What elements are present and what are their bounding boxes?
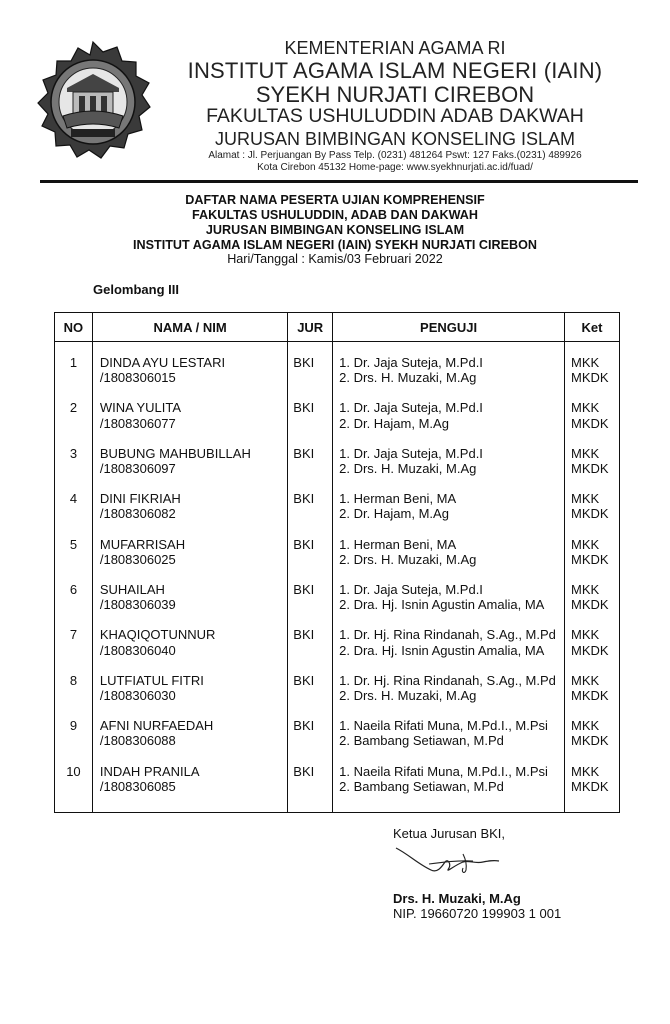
participant-nim: /1808306077: [99, 415, 176, 431]
header-nama-nim: NAMA / NIM: [92, 313, 287, 342]
cell-ket: [565, 718, 620, 763]
cell-ket: [565, 355, 620, 400]
table-row: [55, 537, 620, 582]
cell-ket: [565, 673, 620, 718]
cell-ket: [565, 491, 620, 536]
department-code: BKI: [293, 491, 315, 507]
examiner-1: 1. Dr. Hj. Rina Rindanah, S.Ag., M.Pd: [339, 627, 556, 643]
examiner-1: 1. Herman Beni, MA: [339, 536, 457, 552]
remark-1: MKK: [571, 718, 600, 734]
participant-name: KHAQIQOTUNNUR: [99, 627, 216, 643]
participant-nim: /1808306015: [99, 370, 176, 386]
doc-title-line-2: FAKULTAS USHULUDDIN, ADAB DAN DAKWAH: [192, 208, 478, 222]
examiner-2: 2. Bambang Setiawan, M.Pd: [339, 778, 504, 794]
examiner-1: 1. Dr. Jaja Suteja, M.Pd.I: [339, 400, 483, 416]
participant-nim: /1808306025: [99, 551, 176, 567]
cell-jur: [288, 400, 333, 445]
row-number: 6: [69, 581, 78, 597]
signer-name: Drs. H. Muzaki, M.Ag: [393, 891, 521, 906]
institute-subname: SYEKH NURJATI CIREBON: [255, 82, 535, 107]
cell-no: [55, 627, 93, 672]
table-row: [55, 627, 620, 672]
cell-nama: [92, 627, 287, 672]
cell-no: [55, 537, 93, 582]
cell-no: [55, 446, 93, 491]
cell-peng: [333, 718, 565, 763]
participant-nim: /1808306030: [99, 688, 176, 704]
cell-no: [55, 582, 93, 627]
table-header-row: [55, 313, 620, 342]
participant-name: SUHAILAH: [99, 581, 165, 597]
table-row: [55, 400, 620, 445]
department-code: BKI: [293, 672, 315, 688]
cell-jur: [288, 627, 333, 672]
table-row: [55, 718, 620, 763]
cell-nama: [92, 537, 287, 582]
department-name: JURUSAN BIMBINGAN KONSELING ISLAM: [214, 129, 576, 149]
remark-1: MKK: [571, 400, 600, 416]
participant-name: DINI FIKRIAH: [99, 491, 181, 507]
cell-nama: [92, 446, 287, 491]
remark-1: MKK: [571, 581, 600, 597]
participant-name: INDAH PRANILA: [99, 763, 200, 779]
cell-nama: [92, 764, 287, 813]
examiner-2: 2. Dr. Hajam, M.Ag: [339, 506, 449, 522]
remark-2: MKDK: [571, 778, 609, 794]
cell-ket: [565, 764, 620, 813]
cell-peng: [333, 446, 565, 491]
address-line-2: Kota Cirebon 45132 Home-page: www.syekhnurjati.ac.id/fuad/: [257, 162, 533, 173]
participant-nim: /1808306039: [99, 597, 176, 613]
examiner-1: 1. Dr. Hj. Rina Rindanah, S.Ag., M.Pd: [339, 672, 556, 688]
remark-1: MKK: [571, 672, 600, 688]
cell-peng: [333, 355, 565, 400]
cell-jur: [288, 764, 333, 813]
cell-jur: [288, 491, 333, 536]
cell-ket: [565, 627, 620, 672]
cell-peng: [333, 491, 565, 536]
participant-nim: /1808306040: [99, 642, 176, 658]
header-no: NO: [55, 313, 93, 342]
examiner-2: 2. Dra. Hj. Isnin Agustin Amalia, MA: [339, 597, 545, 613]
row-number: 1: [69, 355, 78, 370]
participant-nim: /1808306082: [99, 506, 176, 522]
department-code: BKI: [293, 718, 315, 734]
signature-title: Ketua Jurusan BKI,: [393, 826, 506, 841]
cell-nama: [92, 355, 287, 400]
remark-1: MKK: [571, 627, 600, 643]
examiner-1: 1. Dr. Jaja Suteja, M.Pd.I: [339, 581, 483, 597]
examiner-2: 2. Drs. H. Muzaki, M.Ag: [339, 688, 477, 704]
ministry-name: KEMENTERIAN AGAMA RI: [284, 38, 506, 58]
remark-2: MKDK: [571, 506, 609, 522]
examiner-1: 1. Herman Beni, MA: [339, 491, 457, 507]
signer-nip: NIP. 19660720 199903 1 001: [393, 906, 562, 921]
wave-label: Gelombang III: [93, 282, 179, 297]
remark-2: MKDK: [571, 597, 609, 613]
cell-jur: [288, 446, 333, 491]
table-row: [55, 491, 620, 536]
header-penguji: PENGUJI: [333, 313, 565, 342]
remark-2: MKDK: [571, 370, 609, 386]
examiner-1: 1. Dr. Jaja Suteja, M.Pd.I: [339, 445, 483, 461]
examiner-2: 2. Dra. Hj. Isnin Agustin Amalia, MA: [339, 642, 545, 658]
department-code: BKI: [293, 581, 315, 597]
table-row: [55, 582, 620, 627]
cell-jur: [288, 718, 333, 763]
remark-2: MKDK: [571, 551, 609, 567]
cell-peng: [333, 582, 565, 627]
row-number: 8: [69, 672, 78, 688]
table-row: [55, 446, 620, 491]
cell-nama: [92, 718, 287, 763]
examiner-1: 1. Naeila Rifati Muna, M.Pd.I., M.Psi: [339, 718, 548, 734]
header-ket: Ket: [565, 313, 620, 342]
faculty-name: FAKULTAS USHULUDDIN ADAB DAKWAH: [206, 105, 584, 127]
table-row: [55, 764, 620, 813]
doc-title-line-4: INSTITUT AGAMA ISLAM NEGERI (IAIN) SYEKH NURJATI CIREBON: [133, 238, 537, 252]
exam-date: Hari/Tanggal : Kamis/03 Februari 2022: [227, 252, 443, 266]
remark-2: MKDK: [571, 415, 609, 431]
examiner-2: 2. Drs. H. Muzaki, M.Ag: [339, 551, 477, 567]
remark-2: MKDK: [571, 688, 609, 704]
cell-peng: [333, 537, 565, 582]
remark-1: MKK: [571, 491, 600, 507]
cell-jur: [288, 537, 333, 582]
participant-name: WINA YULITA: [99, 400, 182, 416]
doc-title-line-1: DAFTAR NAMA PESERTA UJIAN KOMPREHENSIF: [185, 193, 485, 207]
cell-ket: [565, 537, 620, 582]
examiner-2: 2. Dr. Hajam, M.Ag: [339, 415, 449, 431]
cell-no: [55, 718, 93, 763]
row-number: 4: [69, 491, 78, 507]
department-code: BKI: [293, 445, 315, 461]
cell-peng: [333, 627, 565, 672]
department-code: BKI: [293, 627, 315, 643]
remark-1: MKK: [571, 763, 600, 779]
examiner-2: 2. Bambang Setiawan, M.Pd: [339, 733, 504, 749]
cell-jur: [288, 673, 333, 718]
department-code: BKI: [293, 536, 315, 552]
remark-2: MKDK: [571, 733, 609, 749]
examiner-1: 1. Naeila Rifati Muna, M.Pd.I., M.Psi: [339, 763, 548, 779]
cell-nama: [92, 491, 287, 536]
cell-jur: [288, 355, 333, 400]
participant-name: BUBUNG MAHBUBILLAH: [99, 445, 251, 461]
participant-nim: /1808306097: [99, 461, 176, 477]
remark-1: MKK: [571, 355, 600, 370]
table-spacer-row: [55, 342, 620, 356]
examiner-2: 2. Drs. H. Muzaki, M.Ag: [339, 370, 477, 386]
row-number: 9: [69, 718, 78, 734]
department-code: BKI: [293, 355, 315, 370]
department-code: BKI: [293, 400, 315, 416]
doc-title-line-3: JURUSAN BIMBINGAN KONSELING ISLAM: [205, 223, 465, 237]
institution-logo: [33, 40, 153, 165]
cell-no: [55, 491, 93, 536]
cell-no: [55, 673, 93, 718]
remark-1: MKK: [571, 536, 600, 552]
cell-ket: [565, 400, 620, 445]
row-number: 7: [69, 627, 78, 643]
cell-no: [55, 355, 93, 400]
examiner-2: 2. Drs. H. Muzaki, M.Ag: [339, 461, 477, 477]
handwritten-signature: [393, 840, 503, 885]
header-jur: JUR: [288, 313, 333, 342]
participant-name: MUFARRISAH: [99, 536, 186, 552]
cell-peng: [333, 764, 565, 813]
remark-1: MKK: [571, 445, 600, 461]
table-row: [55, 673, 620, 718]
participant-nim: /1808306085: [99, 778, 176, 794]
cell-ket: [565, 582, 620, 627]
row-number: 5: [69, 536, 78, 552]
participant-name: AFNI NURFAEDAH: [99, 718, 214, 734]
cell-nama: [92, 400, 287, 445]
cell-no: [55, 764, 93, 813]
cell-nama: [92, 673, 287, 718]
participant-name: DINDA AYU LESTARI: [99, 355, 226, 370]
cell-nama: [92, 582, 287, 627]
institute-name: INSTITUT AGAMA ISLAM NEGERI (IAIN): [187, 58, 603, 83]
remark-2: MKDK: [571, 642, 609, 658]
cell-peng: [333, 400, 565, 445]
address-line-1: Alamat : Jl. Perjuangan By Pass Telp. (0231) 481264 Pswt: 127 Faks.(0231) 489926: [208, 150, 582, 161]
participant-nim: /1808306088: [99, 733, 176, 749]
cell-peng: [333, 673, 565, 718]
participants-table: [54, 312, 620, 813]
department-code: BKI: [293, 763, 315, 779]
participant-name: LUTFIATUL FITRI: [99, 672, 204, 688]
table-row: [55, 355, 620, 400]
cell-ket: [565, 446, 620, 491]
cell-no: [55, 400, 93, 445]
row-number: 2: [69, 400, 78, 416]
remark-2: MKDK: [571, 461, 609, 477]
row-number: 3: [69, 445, 78, 461]
row-number: 10: [66, 763, 81, 779]
cell-jur: [288, 582, 333, 627]
letterhead-divider: [40, 180, 638, 183]
examiner-1: 1. Dr. Jaja Suteja, M.Pd.I: [339, 355, 483, 370]
